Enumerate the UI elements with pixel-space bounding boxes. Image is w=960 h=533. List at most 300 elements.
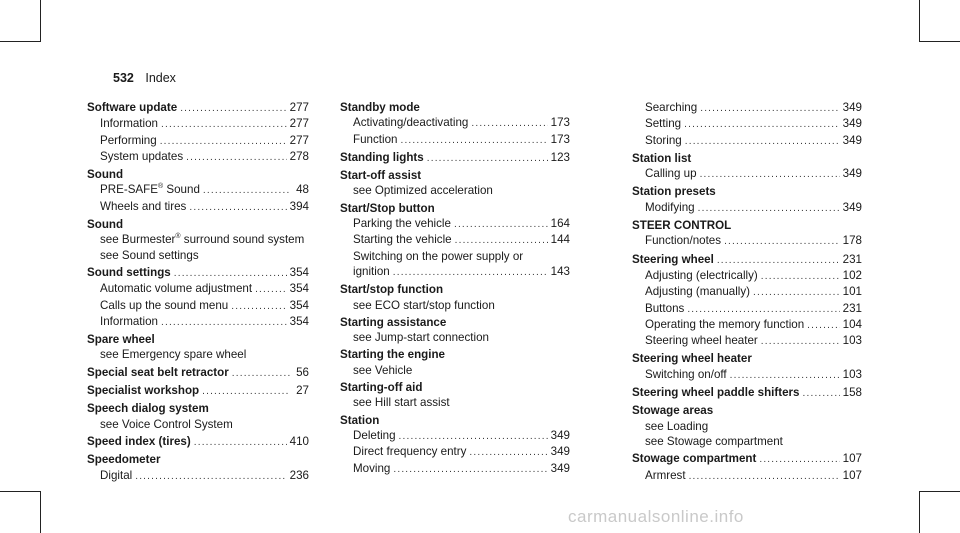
index-subentry-text xyxy=(645,133,682,148)
subentry-label-cont: surround sound system xyxy=(180,233,305,247)
index-heading-text: Standby mode xyxy=(340,101,420,114)
page-reference: 349 xyxy=(842,133,862,147)
index-heading-text: Start/Stop button xyxy=(340,201,435,215)
index-subentry[interactable] xyxy=(340,264,570,280)
index-heading[interactable] xyxy=(632,451,862,467)
index-subentry[interactable] xyxy=(632,100,862,116)
dot-leader xyxy=(717,253,840,268)
index-subentry[interactable] xyxy=(340,249,570,264)
page-reference: 103 xyxy=(842,367,862,381)
index-heading-text: Sound xyxy=(87,218,124,232)
page-reference: 277 xyxy=(289,133,309,147)
index-subentry[interactable] xyxy=(340,298,570,313)
index-heading-text: Start-off assist xyxy=(340,169,422,183)
subentry-label: Switching on the power supply or xyxy=(353,249,524,263)
index-subentry-text xyxy=(100,116,158,131)
index-heading-text: Sound settings xyxy=(87,265,171,279)
page-reference: 178 xyxy=(842,234,862,248)
subentry-label: see Loading xyxy=(645,419,709,433)
index-entry-starting-assistance xyxy=(340,315,570,346)
dot-leader xyxy=(255,282,287,297)
page-reference: 277 xyxy=(289,117,309,131)
index-subentry-text xyxy=(353,330,489,345)
index-subentry[interactable] xyxy=(87,232,309,247)
dot-leader xyxy=(194,435,287,450)
dot-leader xyxy=(232,366,290,381)
index-heading[interactable] xyxy=(87,365,309,381)
index-subentry[interactable] xyxy=(87,133,309,149)
index-subentry-text xyxy=(100,314,158,329)
dot-leader xyxy=(700,167,840,182)
dot-leader xyxy=(730,368,840,383)
index-subentry[interactable] xyxy=(632,333,862,349)
index-heading-text: Start/stop function xyxy=(340,283,444,297)
subentry-label: Switching on/off xyxy=(645,367,727,381)
index-entry-standby-mode xyxy=(340,100,570,148)
index-heading-text: Stowage areas xyxy=(632,404,714,418)
index-subentry-text xyxy=(100,417,233,432)
index-subentry-text xyxy=(353,216,451,231)
subentry-label: Buttons xyxy=(645,301,685,315)
index-subentry[interactable] xyxy=(340,363,570,378)
subentry-label: see Optimized acceleration xyxy=(353,184,493,198)
index-heading[interactable] xyxy=(632,385,862,401)
index-heading-text: Specialist workshop xyxy=(87,384,200,398)
subentry-label: Operating the memory function xyxy=(645,317,805,331)
index-entry-station xyxy=(340,413,570,477)
index-subentry[interactable] xyxy=(340,330,570,345)
index-subentry[interactable] xyxy=(632,367,862,383)
index-heading-text: Sound xyxy=(87,168,124,182)
page-reference: 349 xyxy=(842,167,862,181)
subentry-label: Automatic volume adjustment xyxy=(100,282,253,296)
index-subentry-text xyxy=(353,115,468,130)
index-heading[interactable] xyxy=(340,347,570,362)
index-heading-text: Station xyxy=(340,413,380,427)
index-subentry-text xyxy=(645,268,758,283)
index-subentry-text xyxy=(645,200,695,215)
index-subentry-text xyxy=(353,264,390,279)
index-subentry[interactable] xyxy=(632,166,862,182)
subentry-label: Storing xyxy=(645,133,682,147)
subentry-label: System updates xyxy=(100,149,184,163)
index-heading-text: Software update xyxy=(87,101,178,114)
index-subentry[interactable] xyxy=(87,182,309,198)
subentry-label: Moving xyxy=(353,461,391,475)
page-reference: 354 xyxy=(289,298,309,312)
index-subentry-text xyxy=(100,281,252,296)
crop-mark xyxy=(0,41,41,42)
index-subentry-text xyxy=(353,232,452,247)
subentry-label: Performing xyxy=(100,133,157,147)
index-subentry-text xyxy=(100,468,132,483)
dot-leader xyxy=(399,429,548,444)
index-entry-start-stop-button xyxy=(340,201,570,280)
index-subentry[interactable] xyxy=(632,284,862,300)
index-subentry-text xyxy=(353,363,412,378)
index-subentry-text xyxy=(645,434,783,449)
index-subentry-text xyxy=(100,248,199,263)
page-reference: 349 xyxy=(550,461,570,475)
subentry-label: PRE-SAFE xyxy=(100,183,158,197)
page-reference: 102 xyxy=(842,268,862,282)
subentry-label: Modifying xyxy=(645,200,695,214)
subentry-label: Steering wheel heater xyxy=(645,334,758,348)
index-entry-standing-lights xyxy=(340,150,570,166)
dot-leader xyxy=(684,117,840,132)
index-entry-steering-wheel-paddle-shifters xyxy=(632,385,862,401)
page-reference: 278 xyxy=(289,149,309,163)
section-title: Index xyxy=(145,71,176,85)
index-subentry-text xyxy=(353,395,450,410)
index-subentry-text xyxy=(645,100,697,115)
page-reference: 236 xyxy=(289,468,309,482)
page-number: 532 xyxy=(113,71,134,85)
dot-leader xyxy=(698,201,840,216)
page-reference: 107 xyxy=(842,452,862,466)
index-entry-station-list xyxy=(632,151,862,183)
crop-mark xyxy=(919,491,960,492)
dot-leader xyxy=(393,265,548,280)
index-subentry-text xyxy=(645,284,750,299)
index-subentry[interactable] xyxy=(340,444,570,460)
dot-leader xyxy=(700,101,839,116)
index-heading-text: Speedometer xyxy=(87,453,161,467)
index-subentry-text xyxy=(353,132,397,147)
index-subentry-text xyxy=(645,367,727,382)
index-subentry-text xyxy=(100,298,228,313)
page-reference: 394 xyxy=(289,199,309,213)
index-subentry[interactable] xyxy=(340,216,570,232)
index-heading-text: Spare wheel xyxy=(87,333,155,347)
dot-leader xyxy=(469,445,547,460)
index-entry-steering-wheel xyxy=(632,252,862,350)
index-heading[interactable] xyxy=(340,282,570,297)
index-heading-text: Steering wheel heater xyxy=(632,352,752,366)
dot-leader xyxy=(231,299,286,314)
dot-leader xyxy=(161,117,287,132)
index-heading[interactable] xyxy=(87,434,309,450)
index-subentry-text xyxy=(100,149,183,164)
index-subentry-text xyxy=(100,199,186,214)
index-entry-speech-dialog-system xyxy=(87,401,309,432)
index-subentry[interactable] xyxy=(340,395,570,410)
index-heading[interactable] xyxy=(632,351,862,366)
page-reference: 410 xyxy=(289,434,309,448)
subentry-label: Activating/deactivating xyxy=(353,116,469,130)
index-entry-software-update xyxy=(87,100,309,165)
page-reference: 277 xyxy=(289,101,309,114)
index-heading-text: Starting assistance xyxy=(340,315,447,329)
index-subentry[interactable] xyxy=(632,468,862,484)
subentry-label: see Burmester xyxy=(100,233,176,247)
subentry-label: Wheels and tires xyxy=(100,199,187,213)
dot-leader xyxy=(454,217,548,232)
index-heading[interactable] xyxy=(87,332,309,347)
page-reference: 143 xyxy=(550,264,570,278)
index-entry-sound-settings xyxy=(87,265,309,330)
index-heading[interactable] xyxy=(632,252,862,268)
subentry-label: Direct frequency entry xyxy=(353,445,467,459)
index-entry-starting-off-aid xyxy=(340,380,570,411)
subentry-label-cont: Sound xyxy=(163,183,200,197)
page-reference: 354 xyxy=(289,282,309,296)
subentry-label: ignition xyxy=(353,264,390,278)
index-heading[interactable] xyxy=(87,383,309,399)
page-reference: 104 xyxy=(842,317,862,331)
index-entry-sound xyxy=(87,217,309,263)
index-subentry[interactable] xyxy=(340,132,570,148)
index-heading[interactable] xyxy=(632,218,862,233)
index-subentry[interactable] xyxy=(87,347,309,362)
subentry-label: Calls up the sound menu xyxy=(100,298,229,312)
crop-mark xyxy=(0,491,41,492)
crop-mark xyxy=(919,0,920,42)
page-reference: 349 xyxy=(842,101,862,114)
index-subentry-text xyxy=(645,468,686,483)
dot-leader xyxy=(135,469,286,484)
dot-leader xyxy=(689,469,840,484)
index-heading[interactable] xyxy=(87,100,309,116)
dot-leader xyxy=(180,101,286,116)
index-heading-text: Steering wheel paddle shifters xyxy=(632,386,800,400)
index-subentry-text xyxy=(353,428,396,443)
subentry-label: Function xyxy=(353,132,398,146)
index-subentry[interactable] xyxy=(87,298,309,314)
page-reference: 48 xyxy=(296,183,309,197)
index-heading-text: Station list xyxy=(632,151,692,165)
index-subentry[interactable] xyxy=(87,281,309,297)
subentry-label: Armrest xyxy=(645,468,686,482)
crop-mark xyxy=(40,0,41,42)
index-subentry[interactable] xyxy=(340,461,570,477)
index-heading-text: Speed index (tires) xyxy=(87,434,191,448)
index-heading[interactable] xyxy=(340,100,570,115)
crop-mark xyxy=(919,41,960,42)
dot-leader xyxy=(753,285,840,300)
page-reference: 164 xyxy=(550,217,570,231)
index-entry-special-seat-belt-retractor xyxy=(87,365,309,381)
index-subentry-text xyxy=(645,116,681,131)
subentry-label: Digital xyxy=(100,468,133,482)
subentry-label: Parking the vehicle xyxy=(353,217,451,231)
index-heading-text: Standing lights xyxy=(340,150,424,164)
index-subentry-text xyxy=(353,249,523,264)
dot-leader xyxy=(687,302,839,317)
page-reference: 231 xyxy=(842,301,862,315)
dot-leader xyxy=(471,116,547,131)
page-reference: 349 xyxy=(550,445,570,459)
page-reference: 349 xyxy=(842,200,862,214)
index-entry-start-off-assist xyxy=(340,168,570,199)
dot-leader xyxy=(186,150,287,165)
index-heading-text: STEER CONTROL xyxy=(632,219,732,233)
index-heading[interactable] xyxy=(87,167,309,182)
dot-leader xyxy=(803,386,840,401)
subentry-label: see Voice Control System xyxy=(100,417,233,431)
dot-leader xyxy=(761,269,840,284)
subentry-label: Starting the vehicle xyxy=(353,233,452,247)
page-reference: 231 xyxy=(842,252,862,266)
index-subentry-text xyxy=(353,298,495,313)
dot-leader xyxy=(160,134,287,149)
page-reference: 56 xyxy=(296,365,309,379)
index-subentry[interactable] xyxy=(632,317,862,333)
dot-leader xyxy=(724,234,840,249)
index-column-3 xyxy=(632,100,862,486)
subentry-label: Setting xyxy=(645,117,682,131)
index-entry-stowage-areas xyxy=(632,403,862,449)
index-heading[interactable] xyxy=(632,403,862,418)
index-entry-starting-the-engine xyxy=(340,347,570,378)
index-subentry-text xyxy=(353,183,493,198)
subentry-label: Information xyxy=(100,314,158,328)
page-reference: 173 xyxy=(550,116,570,130)
index-subentry[interactable] xyxy=(632,268,862,284)
subentry-label: Adjusting (electrically) xyxy=(645,268,758,282)
page-reference: 27 xyxy=(296,384,309,398)
dot-leader xyxy=(161,315,287,330)
index-entry-continued xyxy=(632,100,862,149)
index-entry-speedometer xyxy=(87,452,309,484)
index-subentry-text xyxy=(645,233,721,248)
subentry-label: see Vehicle xyxy=(353,363,413,377)
index-heading[interactable] xyxy=(87,217,309,232)
registered-mark: ® xyxy=(157,183,164,191)
index-subentry-text xyxy=(100,232,304,247)
index-heading[interactable] xyxy=(87,452,309,467)
page-reference: 354 xyxy=(289,314,309,328)
index-subentry[interactable] xyxy=(87,314,309,330)
index-entry-spare-wheel xyxy=(87,332,309,363)
index-subentry-text xyxy=(645,419,708,434)
index-subentry[interactable] xyxy=(632,133,862,149)
index-heading-text: Special seat belt retractor xyxy=(87,365,229,379)
index-subentry[interactable] xyxy=(87,248,309,263)
index-subentry-text xyxy=(645,166,697,181)
page-reference: 349 xyxy=(550,428,570,442)
index-heading-text: Steering wheel xyxy=(632,252,714,266)
index-subentry[interactable] xyxy=(87,199,309,215)
index-heading[interactable] xyxy=(632,184,862,199)
index-subentry[interactable] xyxy=(632,301,862,317)
index-entry-stowage-compartment xyxy=(632,451,862,484)
index-subentry[interactable] xyxy=(340,115,570,131)
subentry-label: Searching xyxy=(645,101,698,114)
index-heading[interactable] xyxy=(340,315,570,330)
index-heading-text: Speech dialog system xyxy=(87,402,209,416)
dot-leader xyxy=(685,134,840,149)
index-entry-speed-index-tires xyxy=(87,434,309,450)
dot-leader xyxy=(455,233,548,248)
index-subentry[interactable] xyxy=(340,183,570,198)
index-subentry[interactable] xyxy=(632,419,862,434)
page-reference: 123 xyxy=(550,150,570,164)
crop-mark xyxy=(40,491,41,533)
dot-leader xyxy=(189,200,286,215)
dot-leader xyxy=(400,133,547,148)
page-header xyxy=(113,71,176,85)
index-subentry[interactable] xyxy=(632,200,862,216)
index-subentry[interactable] xyxy=(87,116,309,132)
index-entry-sound xyxy=(87,167,309,215)
index-subentry[interactable] xyxy=(632,233,862,249)
dot-leader xyxy=(174,266,287,281)
dot-leader xyxy=(807,318,839,333)
subentry-label: Deleting xyxy=(353,428,396,442)
index-subentry[interactable] xyxy=(87,149,309,165)
page-reference: 101 xyxy=(842,285,862,299)
page-reference: 103 xyxy=(842,334,862,348)
page-reference: 144 xyxy=(550,233,570,247)
index-subentry-text xyxy=(645,333,758,348)
page-reference: 349 xyxy=(842,117,862,131)
index-heading[interactable] xyxy=(340,201,570,216)
index-heading[interactable] xyxy=(340,413,570,428)
dot-leader xyxy=(427,151,548,166)
index-entry-specialist-workshop xyxy=(87,383,309,399)
subentry-label: see Hill start assist xyxy=(353,396,450,410)
index-entry-steering-wheel-heater xyxy=(632,351,862,383)
index-heading[interactable] xyxy=(340,168,570,183)
index-subentry-text xyxy=(100,182,200,197)
index-subentry-text xyxy=(353,461,390,476)
index-heading-text: Starting-off aid xyxy=(340,381,423,395)
subentry-label: see Emergency spare wheel xyxy=(100,348,247,362)
index-heading[interactable] xyxy=(340,150,570,166)
index-heading-text: Starting the engine xyxy=(340,348,445,362)
subentry-label: see Stowage compartment xyxy=(645,434,783,448)
index-subentry-text xyxy=(645,301,684,316)
subentry-label: Adjusting (manually) xyxy=(645,285,751,299)
index-subentry-text xyxy=(645,317,804,332)
page-reference: 107 xyxy=(842,468,862,482)
index-entry-start-stop-function xyxy=(340,282,570,313)
index-subentry[interactable] xyxy=(340,232,570,248)
crop-mark xyxy=(919,491,920,533)
index-column-2 xyxy=(340,100,570,479)
dot-leader xyxy=(759,452,839,467)
index-subentry[interactable] xyxy=(87,417,309,432)
index-entry-station-presets xyxy=(632,184,862,216)
index-heading-text: Station presets xyxy=(632,185,716,199)
dot-leader xyxy=(761,334,840,349)
page-reference: 158 xyxy=(842,386,862,400)
index-subentry[interactable] xyxy=(632,116,862,132)
dot-leader xyxy=(202,384,290,399)
page-reference: 173 xyxy=(550,132,570,146)
dot-leader xyxy=(203,183,290,198)
index-subentry[interactable] xyxy=(87,468,309,484)
page-reference: 354 xyxy=(289,265,309,279)
index-subentry[interactable] xyxy=(632,434,862,449)
registered-mark: ® xyxy=(175,233,181,241)
index-heading-text: Stowage compartment xyxy=(632,452,757,466)
subentry-label: see ECO start/stop function xyxy=(353,298,495,312)
index-heading[interactable] xyxy=(340,380,570,395)
subentry-label: Information xyxy=(100,117,158,131)
subentry-label: see Sound settings xyxy=(100,248,199,262)
index-heading[interactable] xyxy=(87,265,309,281)
index-subentry-text xyxy=(353,444,466,459)
index-subentry-text xyxy=(100,347,246,362)
watermark: carmanualsonline.info xyxy=(568,507,744,526)
index-subentry-text xyxy=(100,133,157,148)
index-heading[interactable] xyxy=(632,151,862,166)
index-entry-steer-control xyxy=(632,218,862,250)
index-subentry[interactable] xyxy=(340,428,570,444)
index-heading[interactable] xyxy=(87,401,309,416)
